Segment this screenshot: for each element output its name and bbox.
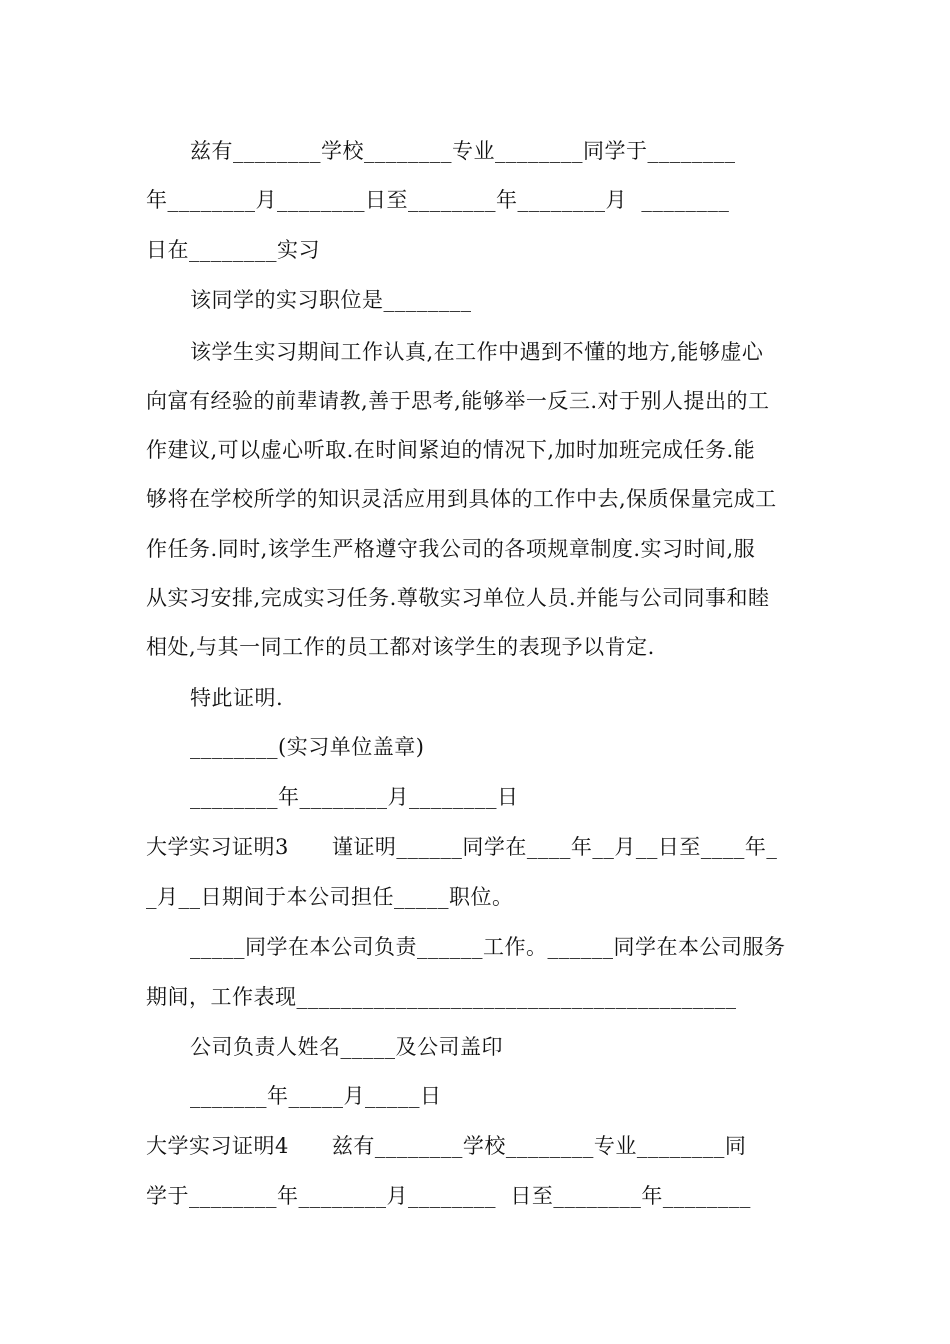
text-line-20: _______年_____月_____日: [190, 1084, 442, 1108]
text-line-7: 作建议,可以虚心听取.在时间紧迫的情况下,加时加班完成任务.能: [146, 438, 756, 462]
text-line-16: _月__日期间于本公司担任_____职位。: [146, 885, 514, 909]
text-line-17: _____同学在本公司负责______工作。______同学在本公司服务: [190, 935, 786, 959]
text-line-3: 日在________实习: [146, 238, 320, 262]
text-line-2: 年________月________日至________年________月 ________: [146, 188, 730, 212]
text-line-10: 从实习安排,完成实习任务.尊敬实习单位人员.并能与公司同事和睦: [146, 586, 770, 610]
text-line-5: 该学生实习期间工作认真,在工作中遇到不懂的地方,能够虚心: [190, 340, 764, 364]
text-line-19: 公司负责人姓名_____及公司盖印: [190, 1035, 503, 1059]
text-line-4: 该同学的实习职位是________: [190, 288, 472, 312]
text-line-9: 作任务.同时,该学生严格遵守我公司的各项规章制度.实习时间,服: [146, 537, 756, 561]
text-line-8: 够将在学校所学的知识灵活应用到具体的工作中去,保质保量完成工: [146, 487, 777, 511]
text-line-14: ________年________月________日: [190, 785, 519, 809]
text-line-12: 特此证明.: [190, 686, 284, 710]
text-line-18: 期间，工作表现________________________________________: [146, 985, 737, 1009]
text-line-21: 大学实习证明4 兹有________学校________专业________同: [146, 1134, 747, 1158]
text-line-11: 相处,与其一同工作的员工都对该学生的表现予以肯定.: [146, 635, 655, 659]
text-line-6: 向富有经验的前辈请教,善于思考,能够举一反三.对于别人提出的工: [146, 389, 770, 413]
text-line-1: 兹有________学校________专业________同学于________: [190, 139, 736, 163]
text-line-22: 学于________年________月________ 日至________年________: [146, 1184, 751, 1208]
text-line-15: 大学实习证明3 谨证明______同学在____年__月__日至____年_: [146, 835, 778, 859]
text-line-13: ________(实习单位盖章): [190, 735, 425, 759]
